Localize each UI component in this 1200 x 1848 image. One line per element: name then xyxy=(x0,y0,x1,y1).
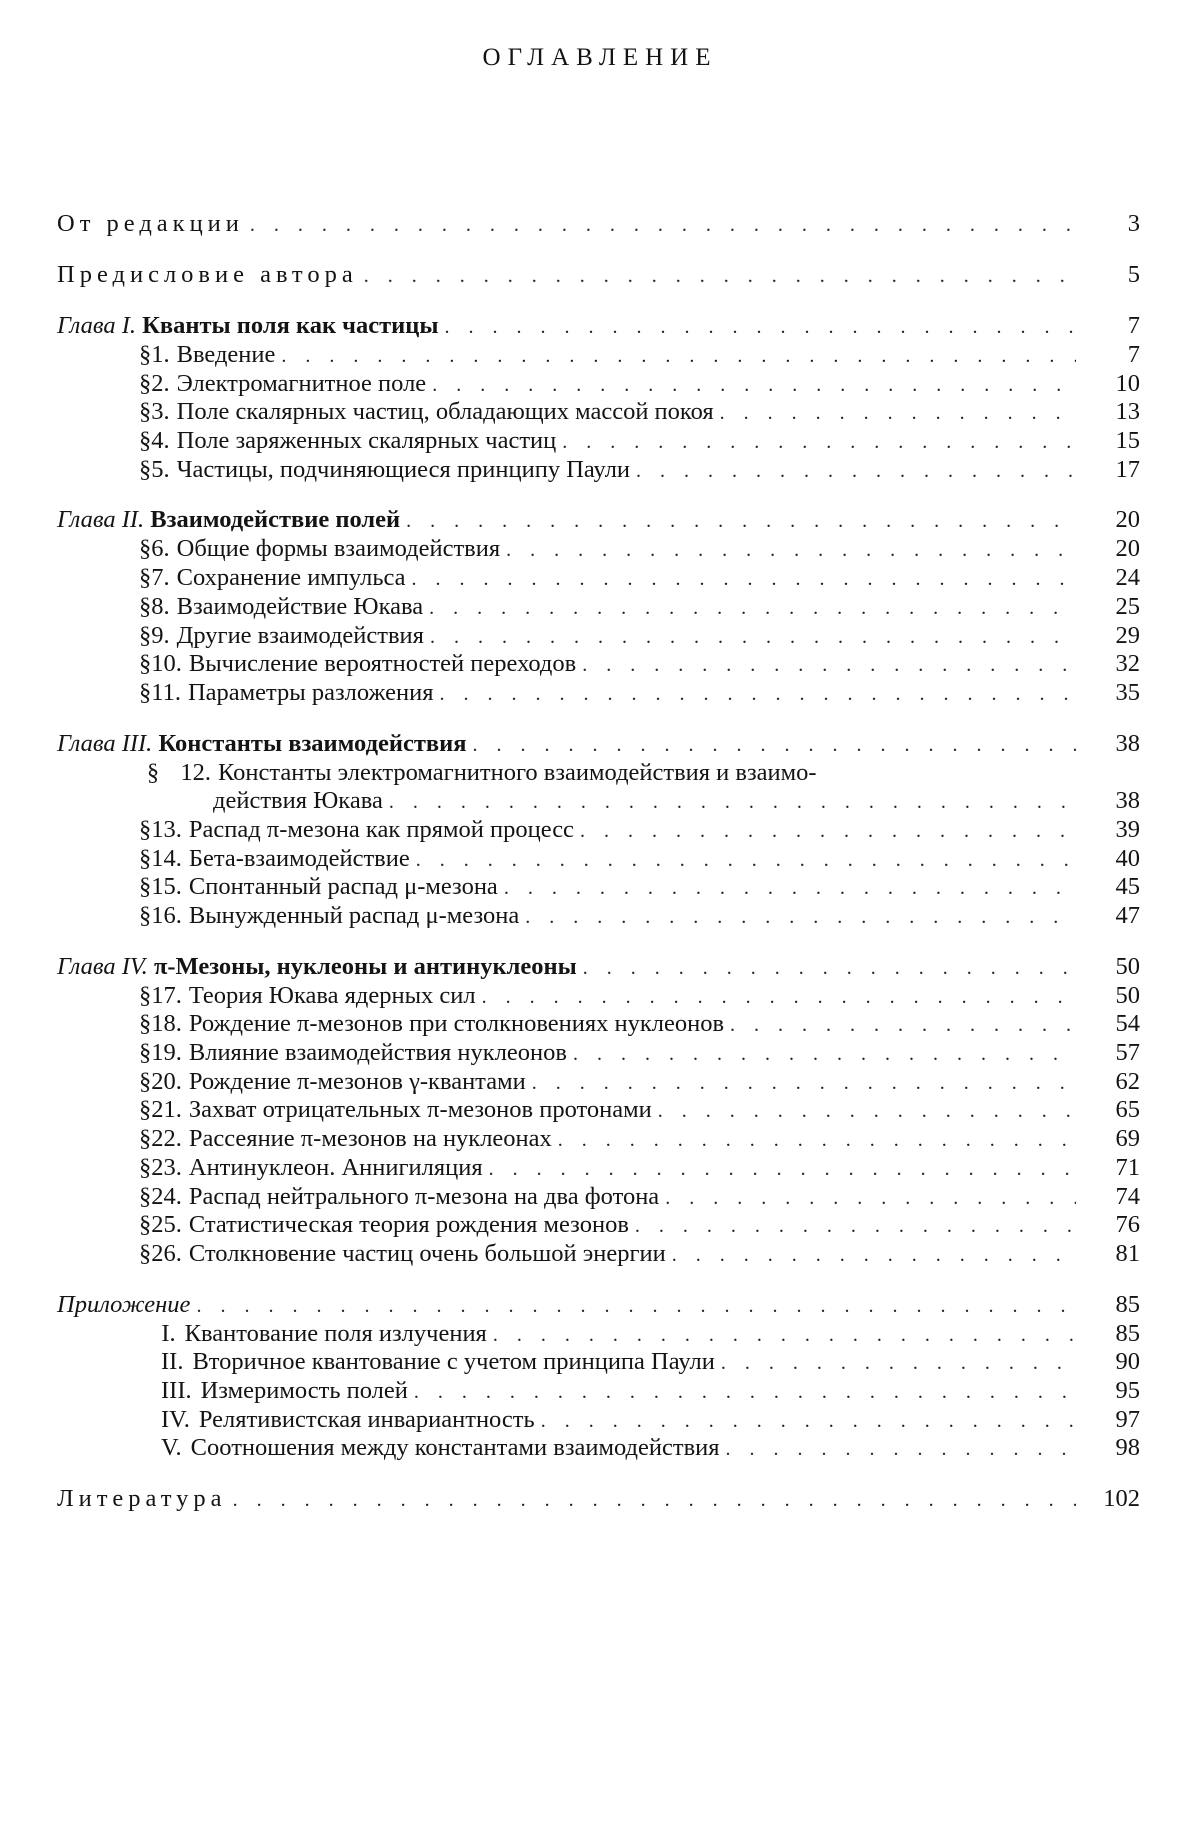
leader-dots xyxy=(672,1241,1076,1270)
toc-entry-section[interactable] xyxy=(57,341,1140,370)
leader-dots xyxy=(414,1378,1076,1407)
toc-entry-section[interactable] xyxy=(57,1211,1140,1240)
entry-label: Предисловие автора xyxy=(57,261,358,288)
section-label: Рождение π-мезонов при столкновениях нуклеонов xyxy=(188,1010,725,1038)
chapters-list xyxy=(57,310,1140,1269)
leader-dots xyxy=(582,651,1076,680)
leader-dots xyxy=(432,371,1076,400)
page-number: 40 xyxy=(1115,844,1140,872)
page-number: 65 xyxy=(1115,1096,1140,1124)
toc-entry-section[interactable] xyxy=(57,535,1140,564)
page-number: 97 xyxy=(1115,1405,1140,1433)
toc-entry-section[interactable] xyxy=(57,1154,1140,1183)
section-sign: § xyxy=(139,1010,152,1038)
section-label: Распад нейтрального π-мезона на два фотона xyxy=(188,1182,660,1210)
section-sign: § xyxy=(139,1067,152,1095)
page-number: 24 xyxy=(1115,564,1140,592)
leader-dots xyxy=(573,1040,1076,1069)
page-number: 69 xyxy=(1115,1125,1140,1153)
chapter-group xyxy=(57,310,1140,484)
leader-dots xyxy=(489,1155,1076,1184)
page-number: 20 xyxy=(1115,535,1140,563)
leader-dots xyxy=(445,312,1076,343)
section-number: 19. xyxy=(151,1039,182,1067)
section-number: 24. xyxy=(151,1182,182,1210)
section-label: Другие взаимодействия xyxy=(176,621,424,649)
section-sign: § xyxy=(139,592,152,620)
leader-dots xyxy=(532,1069,1076,1098)
section-sign: § xyxy=(139,341,152,368)
section-number: 6. xyxy=(151,535,170,563)
toc-entry-section[interactable] xyxy=(57,1096,1140,1125)
leader-dots xyxy=(493,1321,1076,1350)
page-number: 47 xyxy=(1115,902,1140,929)
section-sign: § xyxy=(146,758,160,786)
leader-dots xyxy=(580,817,1076,846)
toc-entry-section[interactable] xyxy=(57,398,1140,427)
toc-entry-chapter[interactable] xyxy=(57,310,1140,341)
toc-entry-section[interactable] xyxy=(57,1183,1140,1212)
front-matter xyxy=(57,259,1140,290)
page-number: 74 xyxy=(1115,1182,1140,1210)
section-label: Столкновение частиц очень большой энергии xyxy=(188,1239,666,1267)
toc-entry-section[interactable] xyxy=(57,456,1140,485)
section-label: Захват отрицательных π-мезонов протонами xyxy=(188,1096,652,1124)
toc-entry-section[interactable] xyxy=(57,1039,1140,1068)
toc-entry-section[interactable] xyxy=(57,816,1140,845)
chapter-group xyxy=(57,728,1140,931)
section-sign: § xyxy=(139,427,152,455)
toc-entry-section[interactable] xyxy=(57,982,1140,1011)
appendix-item-label: Вторичное квантование с учетом принципа Паули xyxy=(192,1348,715,1376)
section-label: Частицы, подчиняющиеся принципу Паули xyxy=(176,455,631,483)
chapter-prefix: Глава II. xyxy=(57,506,145,534)
leader-dots xyxy=(472,730,1076,761)
toc-entry-chapter[interactable] xyxy=(57,504,1140,535)
section-number: 20. xyxy=(151,1067,182,1095)
section-label: Введение xyxy=(176,341,276,368)
section-number: 7. xyxy=(151,564,170,592)
toc-entry-section[interactable] xyxy=(57,593,1140,622)
section-label: Рождение π-мезонов γ-квантами xyxy=(188,1067,526,1095)
toc-entry-section[interactable] xyxy=(57,1068,1140,1097)
section-sign: § xyxy=(139,1211,152,1239)
section-label: Электромагнитное поле xyxy=(176,369,427,397)
section-label: Константы электромагнитного взаимодействия и взаимо- xyxy=(218,758,817,786)
section-sign: § xyxy=(139,369,152,397)
section-number: 4. xyxy=(151,427,170,455)
literature-group xyxy=(57,1483,1140,1514)
section-number: 12. xyxy=(180,758,211,786)
appendix-title: Приложение xyxy=(57,1290,191,1318)
page-number: 13 xyxy=(1115,398,1140,426)
toc-entry-section[interactable] xyxy=(57,650,1140,679)
section-sign: § xyxy=(139,650,152,678)
leader-dots xyxy=(726,1435,1076,1464)
section-number: 2. xyxy=(151,369,170,397)
entry-label: Литература xyxy=(57,1485,227,1512)
leader-dots xyxy=(720,399,1076,428)
toc-entry-chapter[interactable] xyxy=(57,728,1140,759)
section-sign: § xyxy=(139,678,152,706)
leader-dots xyxy=(635,1212,1076,1241)
appendix-item-number: III. xyxy=(161,1376,192,1404)
section-number: 14. xyxy=(151,844,182,872)
leader-dots xyxy=(364,261,1076,292)
section-sign: § xyxy=(139,1153,152,1181)
page-number: 85 xyxy=(1115,1319,1140,1347)
section-sign: § xyxy=(139,398,152,426)
page-number: 35 xyxy=(1115,678,1140,706)
leader-dots xyxy=(506,536,1076,565)
section-number: 13. xyxy=(151,815,182,843)
section-label: Антинуклеон. Аннигиляция xyxy=(188,1153,483,1181)
appendix-item-number: IV. xyxy=(161,1405,190,1433)
chapter-title: Кванты поля как частицы xyxy=(142,312,439,339)
toc-entry-section-continued[interactable] xyxy=(57,787,1140,816)
page-title: ОГЛАВЛЕНИЕ xyxy=(482,44,718,71)
section-sign: § xyxy=(139,981,152,1009)
section-sign: § xyxy=(139,564,152,592)
leader-dots xyxy=(525,903,1076,932)
section-sign: § xyxy=(139,1239,152,1267)
leader-dots xyxy=(665,1184,1076,1213)
section-label: Рассеяние π-мезонов на нуклеонах xyxy=(188,1125,552,1153)
leader-dots xyxy=(440,680,1076,709)
section-number: 1. xyxy=(151,341,170,368)
toc-entry-section[interactable] xyxy=(57,902,1140,931)
leader-dots xyxy=(429,594,1076,623)
page-number: 15 xyxy=(1115,427,1140,455)
appendix-item-label: Измеримость полей xyxy=(200,1376,408,1404)
toc-entry-chapter[interactable] xyxy=(57,951,1140,982)
page-number: 25 xyxy=(1115,592,1140,620)
chapter-heading xyxy=(57,310,439,341)
toc-entry-section[interactable] xyxy=(57,427,1140,456)
page-number: 7 xyxy=(1127,341,1140,368)
toc-entry-appendix-item[interactable] xyxy=(57,1406,1140,1435)
toc-entry-preface[interactable] xyxy=(57,259,1140,290)
toc-entry-section[interactable] xyxy=(57,873,1140,902)
table-of-contents xyxy=(57,208,1140,1534)
leader-dots xyxy=(558,1126,1076,1155)
section-sign: § xyxy=(139,1039,152,1067)
page-number: 10 xyxy=(1115,369,1140,397)
page-number: 81 xyxy=(1115,1239,1140,1267)
page-number: 3 xyxy=(1127,210,1140,237)
chapter-prefix: Глава IV. xyxy=(57,952,148,980)
section-label: Распад π-мезона как прямой процесс xyxy=(188,815,574,843)
leader-dots xyxy=(658,1097,1076,1126)
page-number: 20 xyxy=(1115,506,1140,534)
leader-dots xyxy=(482,983,1076,1012)
section-label: Параметры разложения xyxy=(187,678,434,706)
page-number: 7 xyxy=(1127,312,1140,339)
section-sign: § xyxy=(139,873,152,901)
leader-dots xyxy=(430,623,1076,652)
section-sign: § xyxy=(139,815,152,843)
chapter-group xyxy=(57,951,1140,1269)
section-sign: § xyxy=(139,1182,152,1210)
page-number: 32 xyxy=(1115,650,1140,678)
leader-dots xyxy=(250,210,1076,241)
chapter-title: π-Мезоны, нуклеоны и антинуклеоны xyxy=(153,952,577,980)
section-number: 25. xyxy=(151,1211,182,1239)
page-number: 5 xyxy=(1127,261,1140,288)
toc-entry-editorial[interactable] xyxy=(57,208,1140,239)
toc-entry-appendix-item[interactable] xyxy=(57,1320,1140,1349)
page-number: 98 xyxy=(1115,1434,1140,1462)
toc-entry-section[interactable] xyxy=(57,622,1140,651)
section-number: 10. xyxy=(151,650,182,678)
section-label: Бета-взаимодействие xyxy=(188,844,410,872)
section-number: 9. xyxy=(151,621,170,649)
section-number: 21. xyxy=(151,1096,182,1124)
leader-dots xyxy=(406,506,1076,537)
section-sign: § xyxy=(139,844,152,872)
page-number: 39 xyxy=(1115,815,1140,843)
page-number: 45 xyxy=(1115,873,1140,901)
leader-dots xyxy=(196,1291,1076,1322)
section-label: Вынужденный распад μ-мезона xyxy=(188,902,520,929)
page-number: 95 xyxy=(1115,1376,1140,1404)
chapter-title: Взаимодействие полей xyxy=(150,506,401,534)
leader-dots xyxy=(412,565,1076,594)
section-number: 16. xyxy=(151,902,182,929)
section-number: 26. xyxy=(151,1239,182,1267)
leader-dots xyxy=(636,457,1076,486)
leader-dots xyxy=(281,342,1076,371)
section-number: 18. xyxy=(151,1010,182,1038)
appendix-item-number: V. xyxy=(161,1434,182,1462)
section-number: 11. xyxy=(151,678,181,706)
page-number: 17 xyxy=(1115,455,1140,483)
page-number: 90 xyxy=(1115,1348,1140,1376)
leader-dots xyxy=(416,846,1076,875)
toc-entry-appendix[interactable] xyxy=(57,1289,1140,1320)
leader-dots xyxy=(504,874,1076,903)
section-sign: § xyxy=(139,455,152,483)
page-number: 62 xyxy=(1115,1067,1140,1095)
toc-entry-appendix-item[interactable] xyxy=(57,1377,1140,1406)
toc-entry-section[interactable] xyxy=(57,759,1140,788)
toc-entry-section[interactable] xyxy=(57,370,1140,399)
page-number: 29 xyxy=(1115,621,1140,649)
section-number: 17. xyxy=(151,981,182,1009)
section-label: Поле заряженных скалярных частиц xyxy=(176,427,557,455)
page-number: 57 xyxy=(1115,1039,1140,1067)
section-label: Поле скалярных частиц, обладающих массой покоя xyxy=(176,398,714,426)
appendix-item-label: Релятивистская инвариантность xyxy=(198,1405,535,1433)
toc-entry-appendix-item[interactable] xyxy=(57,1434,1140,1463)
section-number: 3. xyxy=(151,398,170,426)
chapter-heading xyxy=(57,504,400,535)
chapter-title: Константы взаимодействия xyxy=(158,729,467,757)
toc-entry-section[interactable] xyxy=(57,1125,1140,1154)
section-label: Спонтанный распад μ-мезона xyxy=(188,873,498,901)
page-number: 50 xyxy=(1115,952,1140,980)
page-number: 38 xyxy=(1115,787,1140,815)
section-label: Взаимодействие Юкава xyxy=(176,592,424,620)
section-number: 15. xyxy=(151,873,182,901)
toc-entry-section[interactable] xyxy=(57,1240,1140,1269)
section-sign: § xyxy=(139,1125,152,1153)
page-number: 38 xyxy=(1115,729,1140,757)
toc-entry-section[interactable] xyxy=(57,679,1140,708)
leader-dots xyxy=(721,1349,1076,1378)
toc-entry-section[interactable] xyxy=(57,564,1140,593)
section-sign: § xyxy=(139,1096,152,1124)
toc-entry-section[interactable] xyxy=(57,1010,1140,1039)
toc-entry-appendix-item[interactable] xyxy=(57,1348,1140,1377)
section-sign: § xyxy=(139,902,152,929)
page-number: 102 xyxy=(1103,1485,1140,1512)
section-sign: § xyxy=(139,535,152,563)
page-number: 85 xyxy=(1115,1290,1140,1318)
page-number: 50 xyxy=(1115,981,1140,1009)
leader-dots xyxy=(583,953,1076,984)
chapter-heading xyxy=(57,728,466,759)
section-number: 8. xyxy=(151,592,170,620)
toc-entry-literature[interactable] xyxy=(57,1483,1140,1514)
front-matter xyxy=(57,208,1140,239)
leader-dots xyxy=(730,1011,1076,1040)
appendix-item-label: Соотношения между константами взаимодействия xyxy=(190,1434,720,1462)
appendix-item-number: I. xyxy=(161,1319,176,1347)
appendix-item-number: II. xyxy=(161,1348,184,1376)
chapter-heading xyxy=(57,951,577,982)
page-number: 76 xyxy=(1115,1211,1140,1239)
section-sign: § xyxy=(139,621,152,649)
leader-dots xyxy=(541,1407,1076,1436)
chapter-prefix: Глава III. xyxy=(57,729,153,757)
page-number: 71 xyxy=(1115,1153,1140,1181)
section-label: Общие формы взаимодействия xyxy=(176,535,501,563)
appendix-item-label: Квантование поля излучения xyxy=(184,1319,487,1347)
section-label-continued: действия Юкава xyxy=(213,787,383,815)
leader-dots xyxy=(562,428,1076,457)
entry-label: От редакции xyxy=(57,210,244,237)
section-label: Вычисление вероятностей переходов xyxy=(188,650,577,678)
page-number: 54 xyxy=(1115,1010,1140,1038)
section-label: Статистическая теория рождения мезонов xyxy=(188,1211,629,1239)
toc-entry-section[interactable] xyxy=(57,845,1140,874)
section-label: Влияние взаимодействия нуклеонов xyxy=(188,1039,567,1067)
section-number: 23. xyxy=(151,1153,182,1181)
chapter-group xyxy=(57,504,1140,707)
chapter-prefix: Глава I. xyxy=(57,312,136,339)
section-number: 22. xyxy=(151,1125,182,1153)
leader-dots xyxy=(233,1485,1076,1516)
leader-dots xyxy=(389,788,1076,817)
section-label: Теория Юкава ядерных сил xyxy=(188,981,476,1009)
section-label: Сохранение импульса xyxy=(176,564,406,592)
section-number: 5. xyxy=(151,455,170,483)
appendix-group xyxy=(57,1289,1140,1463)
